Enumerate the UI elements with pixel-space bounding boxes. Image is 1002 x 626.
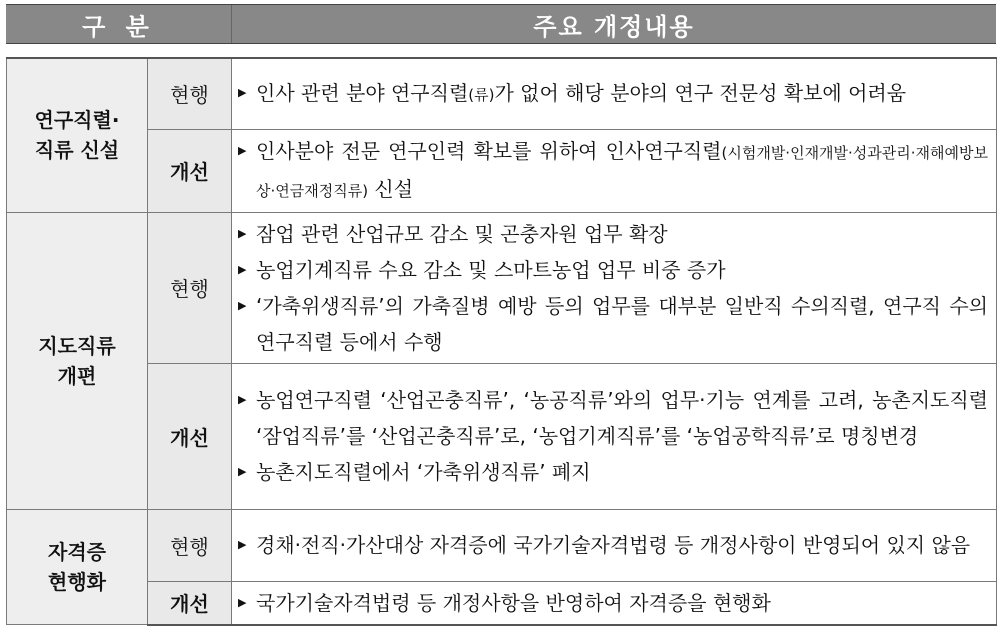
table-row [7, 58, 997, 129]
table-row [7, 363, 997, 509]
bullet-icon: ▶ [238, 85, 247, 99]
list-item: ▶ 인사분야 전문 연구인력 확보를 위하여 인사연구직렬(시험개발·인재개발·성과관리·재해예방보상·연금재정직류) 신설 [238, 133, 988, 209]
list-item: ▶ ‘가축위생직류’의 가축질병 예방 등의 업무를 대부분 일반직 수의직렬, 연구직 수의연구직렬 등에서 수행 [238, 288, 988, 360]
list-item: ▶ 경채·전직·가산대상 자격증에 국가기술자격법령 등 개정사항이 반영되어 있지 않음 [238, 527, 988, 563]
bullet-icon: ▶ [238, 393, 247, 406]
list-item: ▶ 농촌지도직렬에서 ‘가축위생직류’ 폐지 [238, 454, 988, 490]
current-label: 현행 [148, 212, 232, 363]
bullet-icon: ▶ [238, 262, 247, 276]
bullet-icon: ▶ [238, 595, 247, 609]
current-label: 현행 [148, 509, 232, 581]
bullet-icon: ▶ [238, 143, 247, 157]
category-cell: 지도직류 개편 [7, 212, 148, 509]
current-content [232, 509, 997, 581]
current-content [232, 58, 997, 129]
bullet-icon: ▶ [238, 538, 247, 551]
improved-content [232, 363, 997, 509]
table-header [6, 4, 996, 44]
table-row [7, 212, 997, 363]
bullet-icon: ▶ [238, 298, 247, 312]
improved-label: 개선 [148, 581, 232, 625]
revision-table [6, 57, 997, 626]
list-item: ▶ 국가기술자격법령 등 개정사항을 반영하여 자격증을 현행화 [238, 585, 988, 621]
improved-label: 개선 [148, 363, 232, 509]
bullet-icon: ▶ [238, 226, 247, 240]
table-row [7, 509, 997, 581]
header-content: 주요 개정내용 [533, 12, 695, 41]
improved-content [232, 129, 997, 212]
improved-content [232, 581, 997, 625]
bullet-icon: ▶ [238, 465, 247, 478]
current-content [232, 212, 997, 363]
current-label: 현행 [148, 58, 232, 129]
category-cell: 연구직렬· 직류 신설 [7, 58, 148, 212]
list-item: ▶ 인사 관련 분야 연구직렬(류)가 없어 해당 분야의 연구 전문성 확보에 어려움 [238, 75, 988, 113]
table-row [7, 581, 997, 625]
table-row [7, 129, 997, 212]
category-cell: 자격증 현행화 [7, 509, 148, 625]
list-item: ▶ 잠업 관련 산업규모 감소 및 곤충자원 업무 확장 [238, 216, 988, 252]
list-item: ▶ 농업연구직렬 ‘산업곤충직류’, ‘농공직류’와의 업무·기능 연계를 고려, 농촌지도직렬 ‘잠업직류’를 ‘산업곤충직류’로, ‘농업기계직류’를 ‘농업공학직류’로 명칭변경 [238, 382, 988, 454]
list-item: ▶ 농업기계직류 수요 감소 및 스마트농업 업무 비중 증가 [238, 252, 988, 288]
improved-label: 개선 [148, 129, 232, 212]
header-category: 구 분 [6, 5, 232, 43]
